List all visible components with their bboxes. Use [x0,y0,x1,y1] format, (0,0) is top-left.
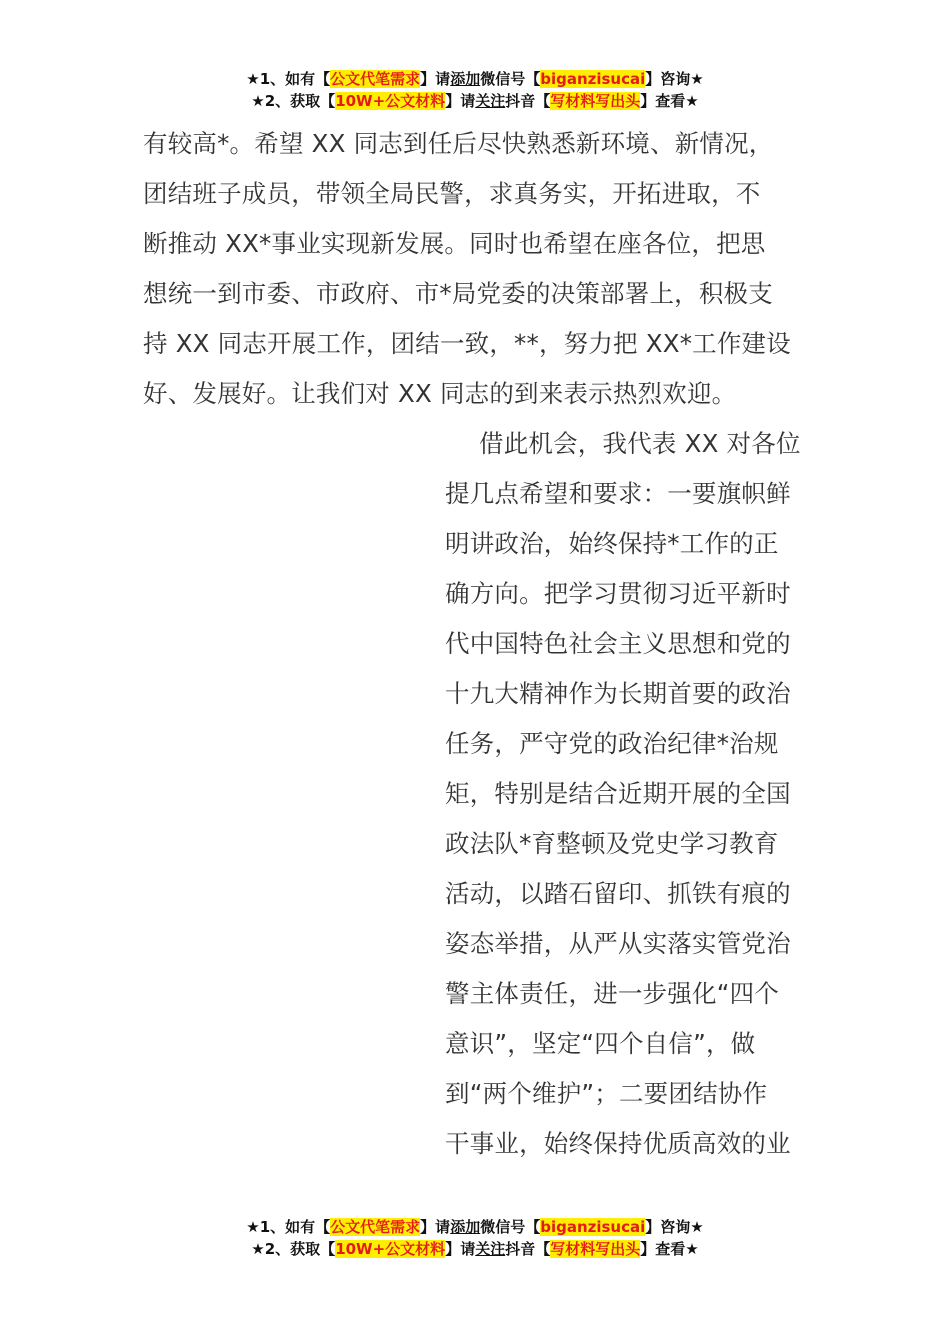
text-line: 到“两个维护”；二要团结协作 [445,1079,768,1108]
text-line: 代中国特色社会主义思想和党的 [445,629,791,658]
text-line: 好、发展好。让我们对 XX 同志的到来表示热烈欢迎。 [143,379,737,408]
highlight-materials: 10W+公文材料 [335,1240,446,1258]
text-line: 断推动 XX*事业实现新发展。同时也希望在座各位，把思 [143,229,766,258]
text-line: 意识”，坚定“四个自信”，做 [445,1029,756,1058]
text-line: 警主体责任，进一步强化“四个 [445,979,779,1008]
text-line: 任务，严守党的政治纪律*治规 [445,729,779,758]
text-line: 想统一到市委、市政府、市*局党委的决策部署上，积极支 [143,279,773,308]
wechat-id[interactable]: biganzisucai [540,1218,646,1236]
header-banner [0,68,950,112]
text-line: 矩，特别是结合近期开展的全国 [445,779,791,808]
text-line: 十九大精神作为长期首要的政治 [445,679,791,708]
text-line: 活动，以踏石留印、抓铁有痕的 [445,879,791,908]
text-line: 持 XX 同志开展工作，团结一致，**，努力把 XX*工作建设 [143,329,791,358]
banner-line-2: ★2、获取【10W+公文材料】请关注抖音【写材料写出头】查看★ [251,92,699,110]
highlight-materials: 10W+公文材料 [335,92,446,110]
paragraph-welcome [143,119,808,419]
text-line: 借此机会，我代表 XX 对各位 [479,429,801,458]
text-line: 确方向。把学习贯彻习近平新时 [445,579,791,608]
text-line: 干事业，始终保持优质高效的业 [445,1129,791,1158]
douyin-account[interactable]: 写材料写出头 [550,1240,641,1258]
wechat-id[interactable]: biganzisucai [540,70,646,88]
text-line: 提几点希望和要求：一要旗帜鲜 [445,479,791,508]
banner-line-2: ★2、获取【10W+公文材料】请关注抖音【写材料写出头】查看★ [251,1240,699,1258]
banner-line-1: ★1、如有【公文代笔需求】请添加微信号【biganzisucai】咨询★ [246,1218,704,1236]
text-line: 有较高*。希望 XX 同志到任后尽快熟悉新环境、新情况， [143,129,774,158]
banner-line-1: ★1、如有【公文代笔需求】请添加微信号【biganzisucai】咨询★ [246,70,704,88]
footer-banner [0,1216,950,1260]
text-line: 政法队*育整顿及党史学习教育 [445,829,779,858]
highlight-service: 公文代笔需求 [330,1218,421,1236]
paragraph-requirements [445,419,810,1169]
text-line: 明讲政治，始终保持*工作的正 [445,529,779,558]
douyin-account[interactable]: 写材料写出头 [550,92,641,110]
text-line: 姿态举措，从严从实落实管党治 [445,929,791,958]
text-line: 团结班子成员，带领全局民警，求真务实，开拓进取，不 [143,179,761,208]
highlight-service: 公文代笔需求 [330,70,421,88]
